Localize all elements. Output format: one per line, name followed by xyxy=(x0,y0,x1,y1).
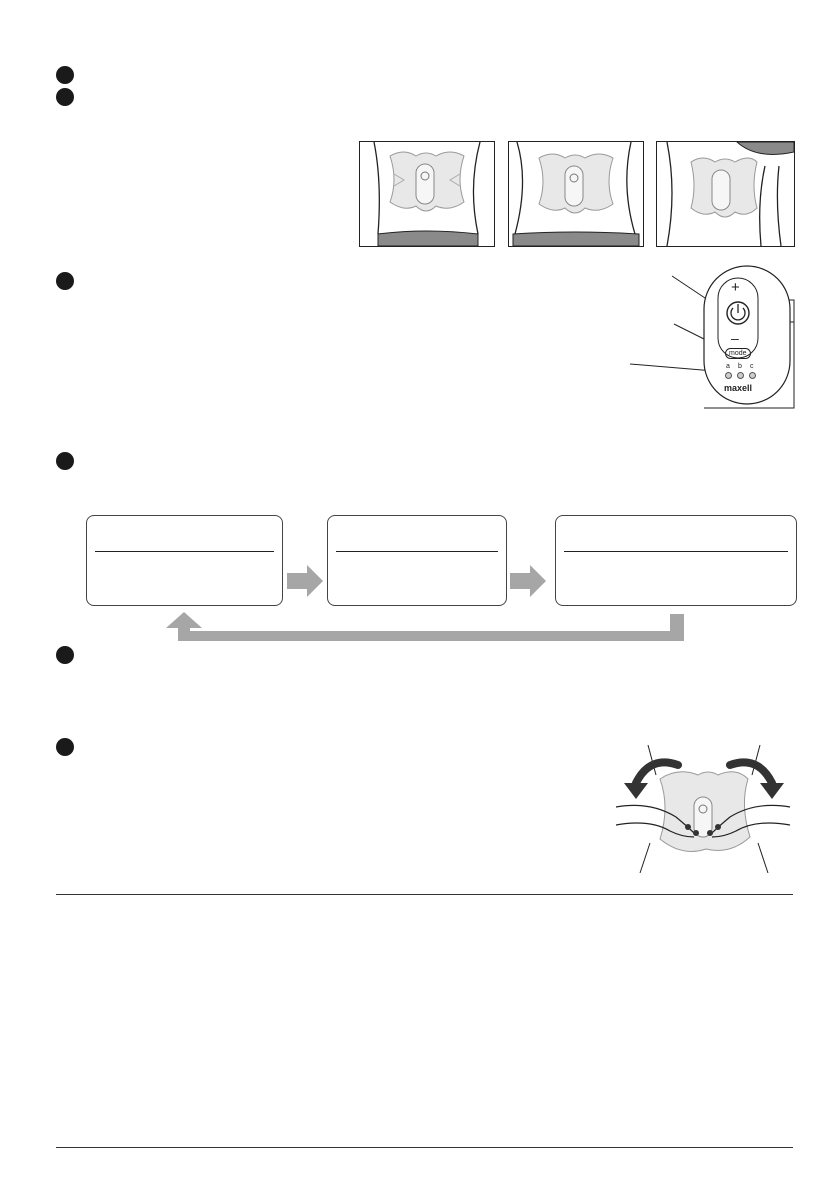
hands-peeling-pad-illustration xyxy=(610,745,795,873)
step-6-marker xyxy=(56,738,74,756)
section-divider xyxy=(56,894,793,895)
indicator-label-c: c xyxy=(750,363,754,370)
indicator-label-b: b xyxy=(738,363,742,370)
removal-illustration xyxy=(610,745,795,873)
indicator-label-a: a xyxy=(726,363,730,370)
brand-logo: maxell xyxy=(724,383,753,393)
minus-button[interactable]: – xyxy=(731,330,739,346)
footer-divider xyxy=(56,1147,793,1148)
mode-button[interactable]: mode xyxy=(725,348,751,359)
plus-button[interactable]: + xyxy=(731,279,740,296)
